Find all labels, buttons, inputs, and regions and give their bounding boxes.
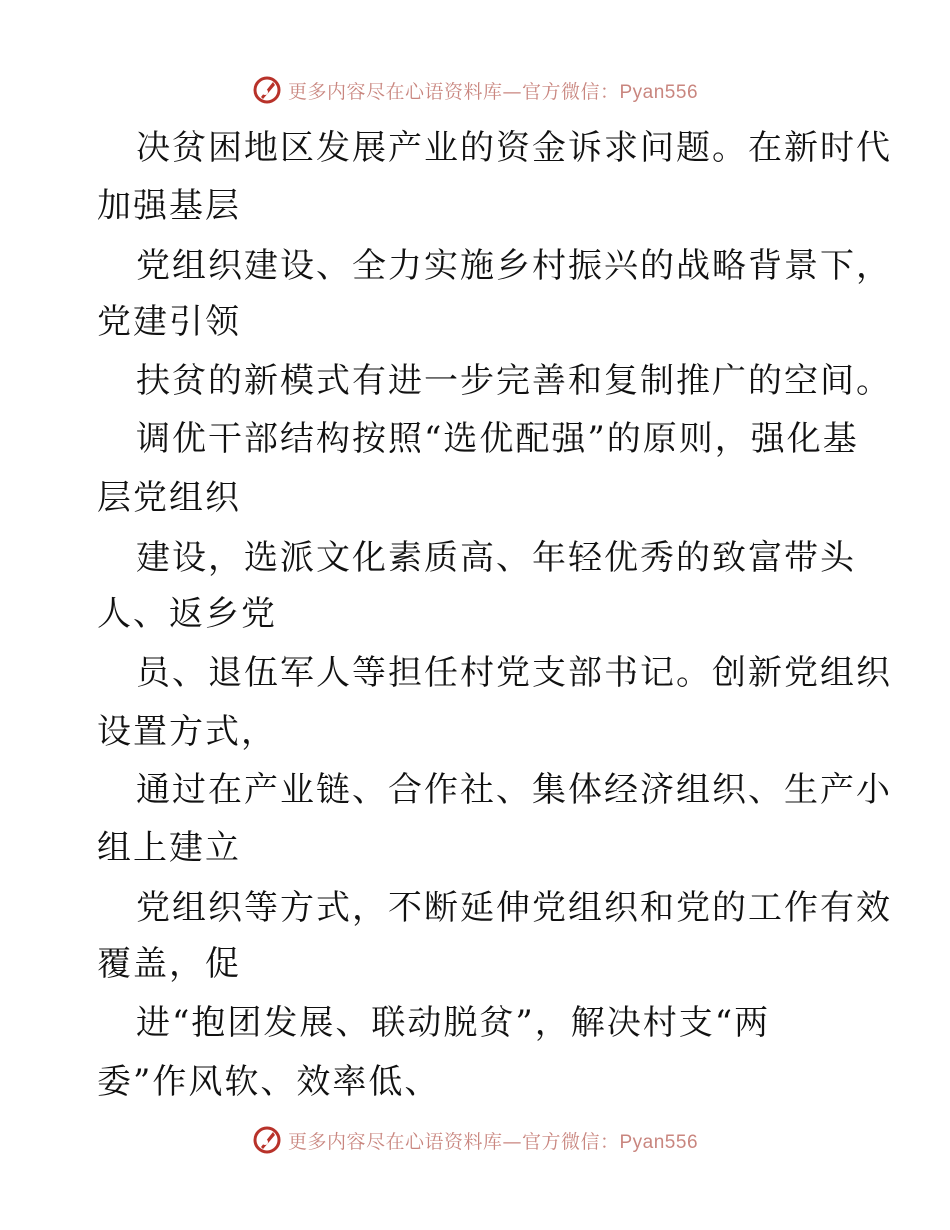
body-line: 扶贫的新模式有进一步完善和复制推广的空间。: [136, 361, 892, 401]
header-wechat-id: Pyan556: [619, 81, 699, 103]
quill-seal-icon: [252, 75, 282, 105]
header-banner-text: 更多内容尽在心语资料库—官方微信：Pyan556: [287, 80, 699, 103]
body-line: 党建引领: [97, 302, 241, 342]
body-line: 加强基层: [97, 186, 241, 226]
body-line: 委”作风软、效率低、: [97, 1062, 441, 1102]
body-line: 进“抱团发展、联动脱贫”，解决村支“两: [136, 1003, 771, 1043]
body-line: 通过在产业链、合作社、集体经济组织、生产小: [136, 770, 892, 810]
header-banner: [0, 70, 950, 110]
body-line: 党组织建设、全力实施乡村振兴的战略背景下，: [136, 246, 892, 286]
footer-banner: [0, 1120, 950, 1160]
body-line: 员、退伍军人等担任村党支部书记。创新党组织: [136, 653, 892, 693]
body-line: 设置方式，: [97, 712, 277, 752]
body-line: 决贫困地区发展产业的资金诉求问题。在新时代: [136, 128, 892, 168]
footer-banner-text: 更多内容尽在心语资料库—官方微信：Pyan556: [287, 1130, 699, 1153]
body-line: 调优干部结构按照“选优配强”的原则，强化基: [136, 419, 859, 459]
body-line: 覆盖，促: [97, 944, 241, 984]
quill-seal-icon: [252, 1125, 282, 1155]
body-line: 人、返乡党: [97, 594, 277, 634]
body-line: 组上建立: [97, 828, 241, 868]
body-line: 层党组织: [97, 478, 241, 518]
body-line: 党组织等方式，不断延伸党组织和党的工作有效: [136, 888, 892, 928]
footer-wechat-id: Pyan556: [619, 1131, 699, 1153]
body-line: 建设，选派文化素质高、年轻优秀的致富带头: [136, 538, 856, 578]
